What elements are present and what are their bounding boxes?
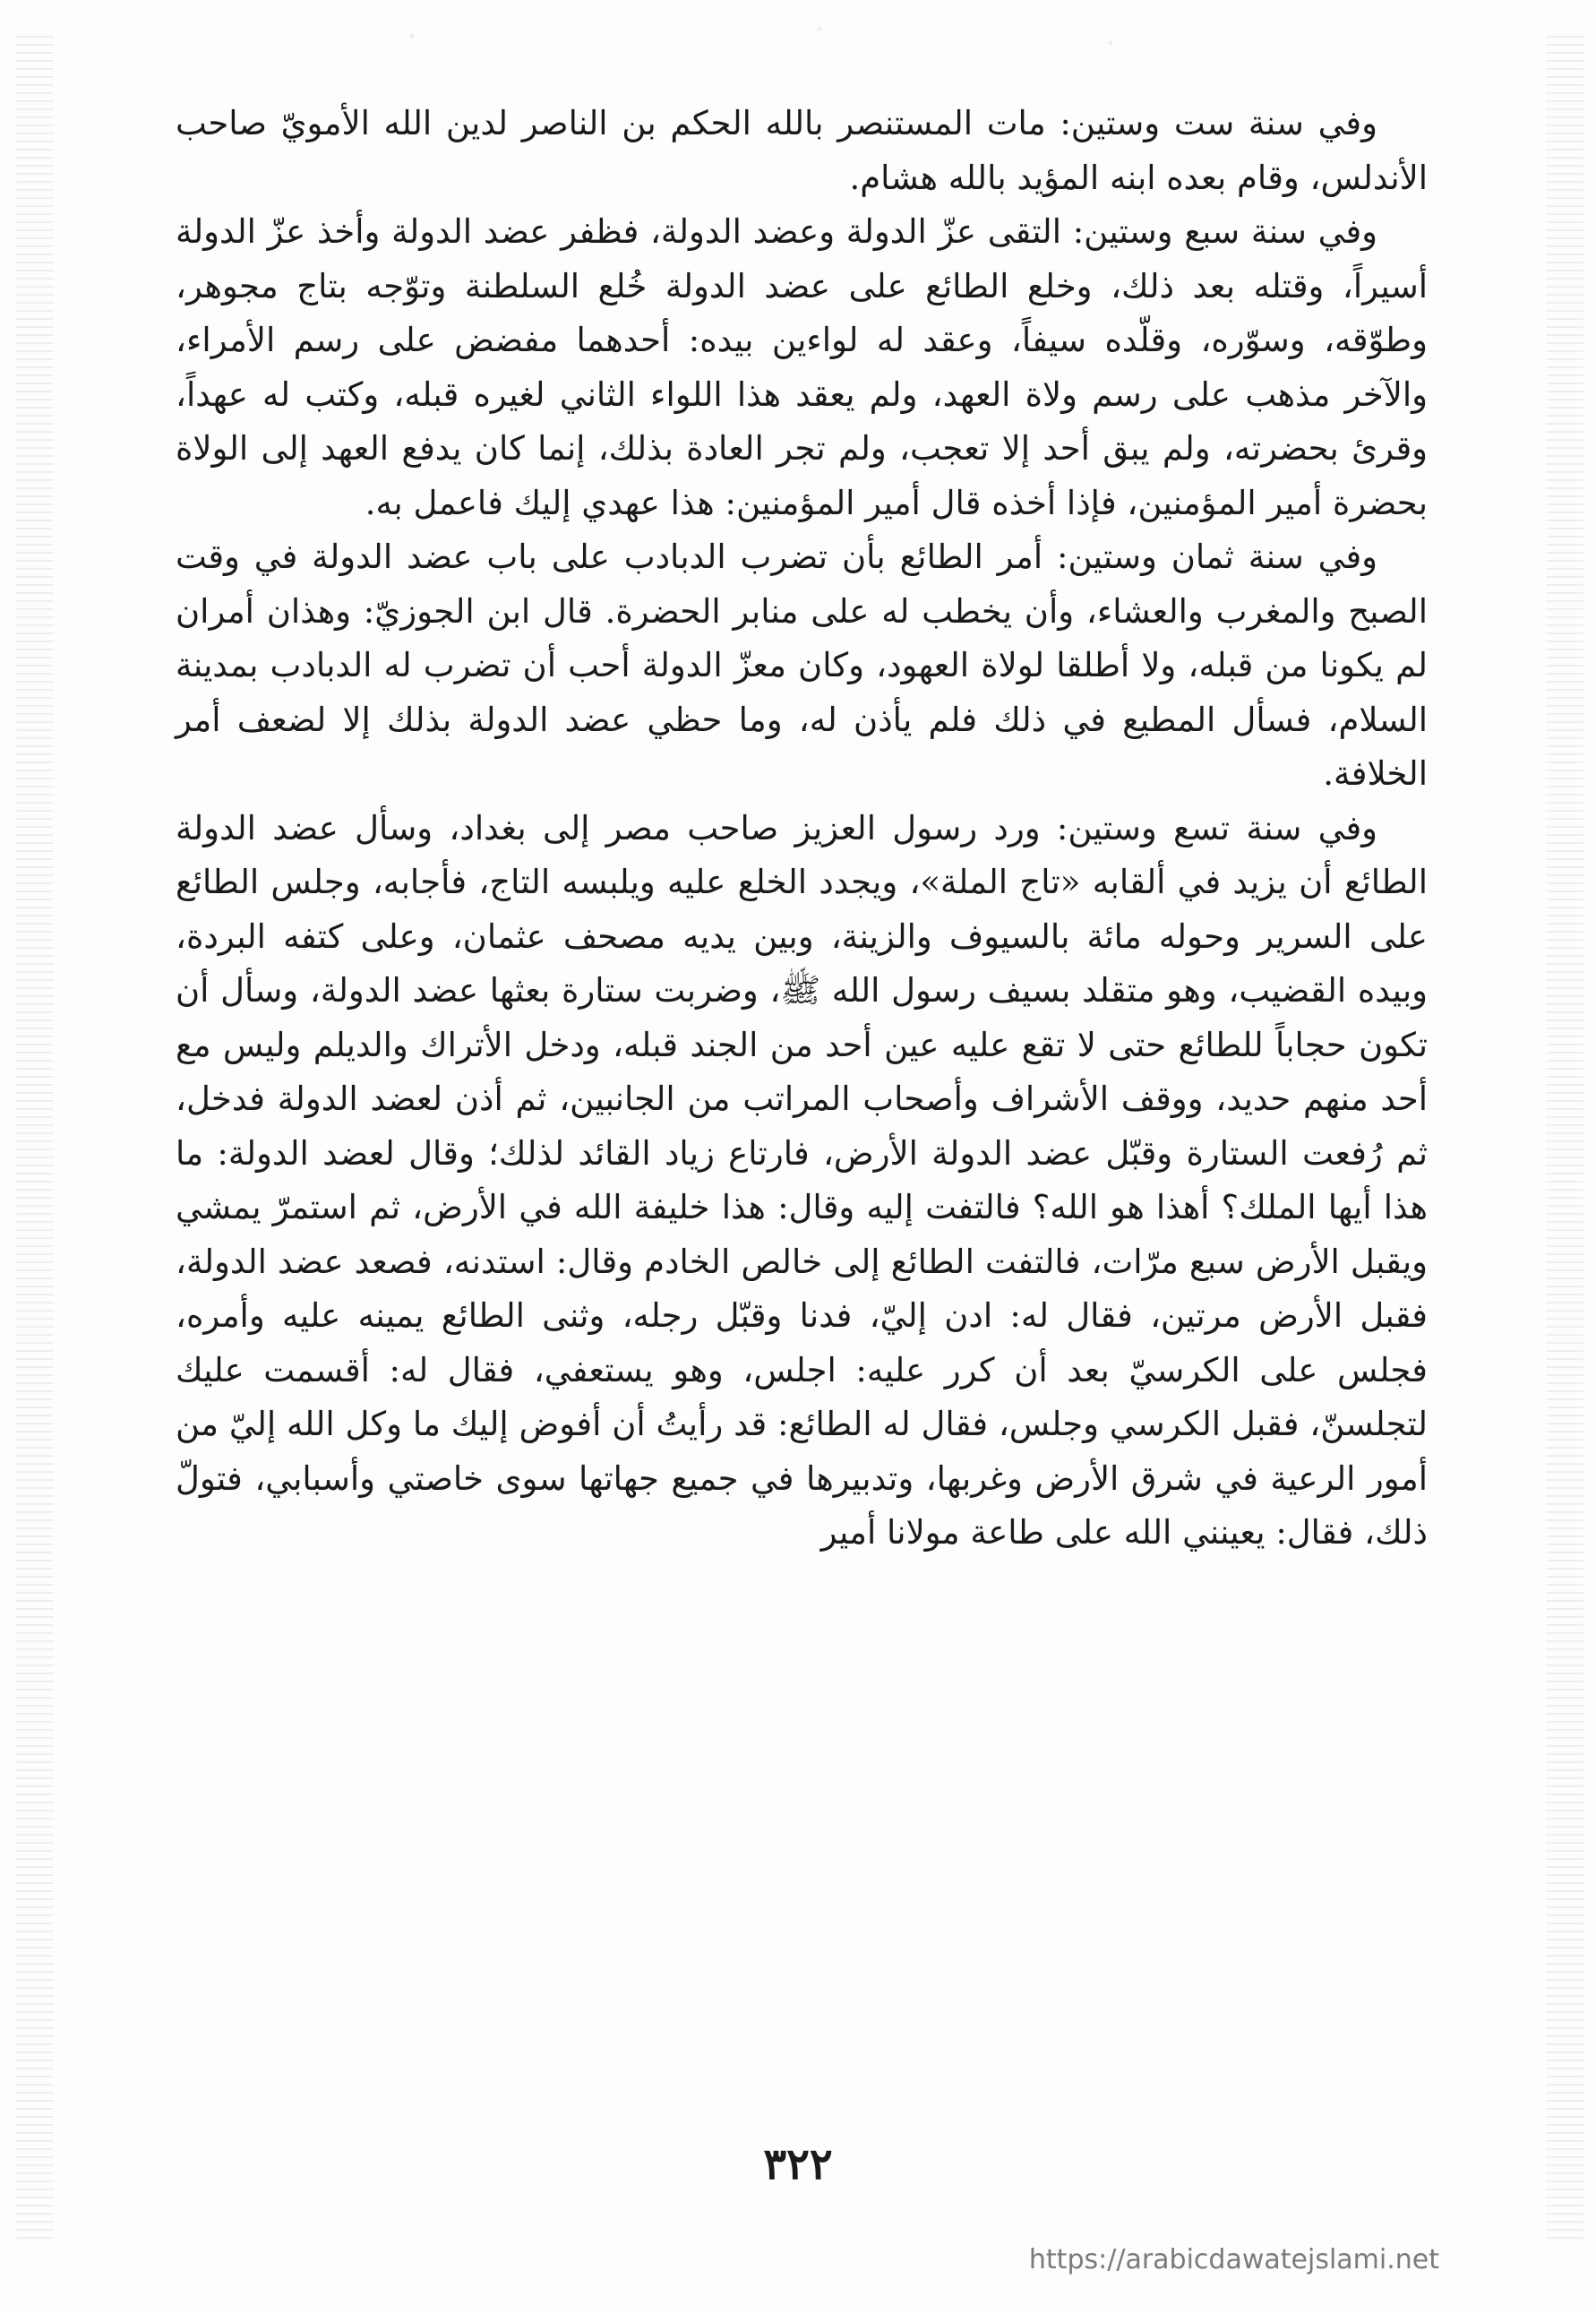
paragraph-year-66: وفي سنة ست وستين: مات المستنصر بالله الحكم بن الناصر لدين الله الأمويّ صاحب الأندلس، وقام بعده ابنه المؤيد بالله هشام. [176,104,1428,197]
watermark-url: https://arabicdawatejslami.net [1028,2244,1439,2275]
body-text [176,97,1428,1561]
paragraph-year-68: وفي سنة ثمان وستين: أمر الطائع بأن تضرب الدبادب على باب عضد الدولة في وقت الصبح والمغرب والعشاء، وأن يخطب له على منابر الحضرة. قال ابن الجوزيّ: وهذان أمران لم يكونا من قبله، ولا أطلقا لولاة العهود، وكان معزّ الدولة أحب أن تضرب له الدبادب بمدينة السلام، فسأل المطيع في ذلك فلم يأذن له، وما حظي عضد الدولة بذلك إلا لضعف أمر الخلافة. [176,538,1428,793]
page-number: ٣٢٢ [763,2139,833,2189]
paragraph-year-69: وفي سنة تسع وستين: ورد رسول العزيز صاحب مصر إلى بغداد، وسأل عضد الدولة الطائع أن يزيد في ألقابه «تاج الملة»، ويجدد الخلع عليه ويلبسه التاج، فأجابه، وجلس الطائع على السرير وحوله مائة بالسيوف والزينة، وبين يديه مصحف عثمان، وعلى كتفه البردة، وبيده القضيب، وهو متقلد بسيف رسول الله ﷺ، وضربت ستارة بعثها عضد الدولة، وسأل أن تكون حجاباً للطائع حتى لا تقع عليه عين أحد من الجند قبله، ودخل الأتراك والديلم وليس مع أحد منهم حديد، ووقف الأشراف وأصحاب المراتب من الجانبين، ثم أذن لعضد الدولة فدخل، ثم رُفعت الستارة وقبّل عضد الدولة الأرض، فارتاع زياد القائد لذلك؛ وقال لعضد الدولة: ما هذا أيها الملك؟ أهذا هو الله؟ فالتفت إليه وقال: هذا خليفة الله في الأرض، ثم استمرّ يمشي ويقبل الأرض سبع مرّات، فالتفت الطائع إلى خالص الخادم وقال: استدنه، فصعد عضد الدولة، فقبل الأرض مرتين، فقال له: ادن إليّ، فدنا وقبّل رجله، وثنى الطائع يمينه عليه وأمره، فجلس على الكرسيّ بعد أن كرر عليه: اجلس، وهو يستعفي، فقال له: أقسمت عليك لتجلسنّ، فقبل الكرسي وجلس، فقال له الطائع: قد رأيتُ أن أفوض إليك ما وكل الله إليّ من أمور الرعية في شرق الأرض وغربها، وتدبيرها في جميع جهاتها سوى خاصتي وأسبابي، فتولّ ذلك، فقال: يعينني الله على طاعة مولانا أمير [176,808,1428,1552]
scan-margin-left [16,36,54,2242]
scan-noise [179,0,1343,72]
paragraph-year-67: وفي سنة سبع وستين: التقى عزّ الدولة وعضد الدولة، فظفر عضد الدولة وأخذ عزّ الدولة أسيراً، وقتله بعد ذلك، وخلع الطائع على عضد الدولة خُلع السلطنة وتوّجه بتاج مجوهر، وطوّقه، وسوّره، وقلّده سيفاً، وعقد له لواءين بيده: أحدهما مفضض على رسم الأمراء، والآخر مذهب على رسم ولاة العهد، ولم يعقد هذا اللواء الثاني لغيره قبله، وكتب له عهداً، وقرئ بحضرته، ولم يبق أحد إلا تعجب، ولم تجر العادة بذلك، إنما كان يدفع العهد إلى الولاة بحضرة أمير المؤمنين، فإذا أخذه قال أمير المؤمنين: هذا عهدي إليك فاعمل به. [176,212,1428,522]
scan-margin-right [1546,36,1583,2242]
